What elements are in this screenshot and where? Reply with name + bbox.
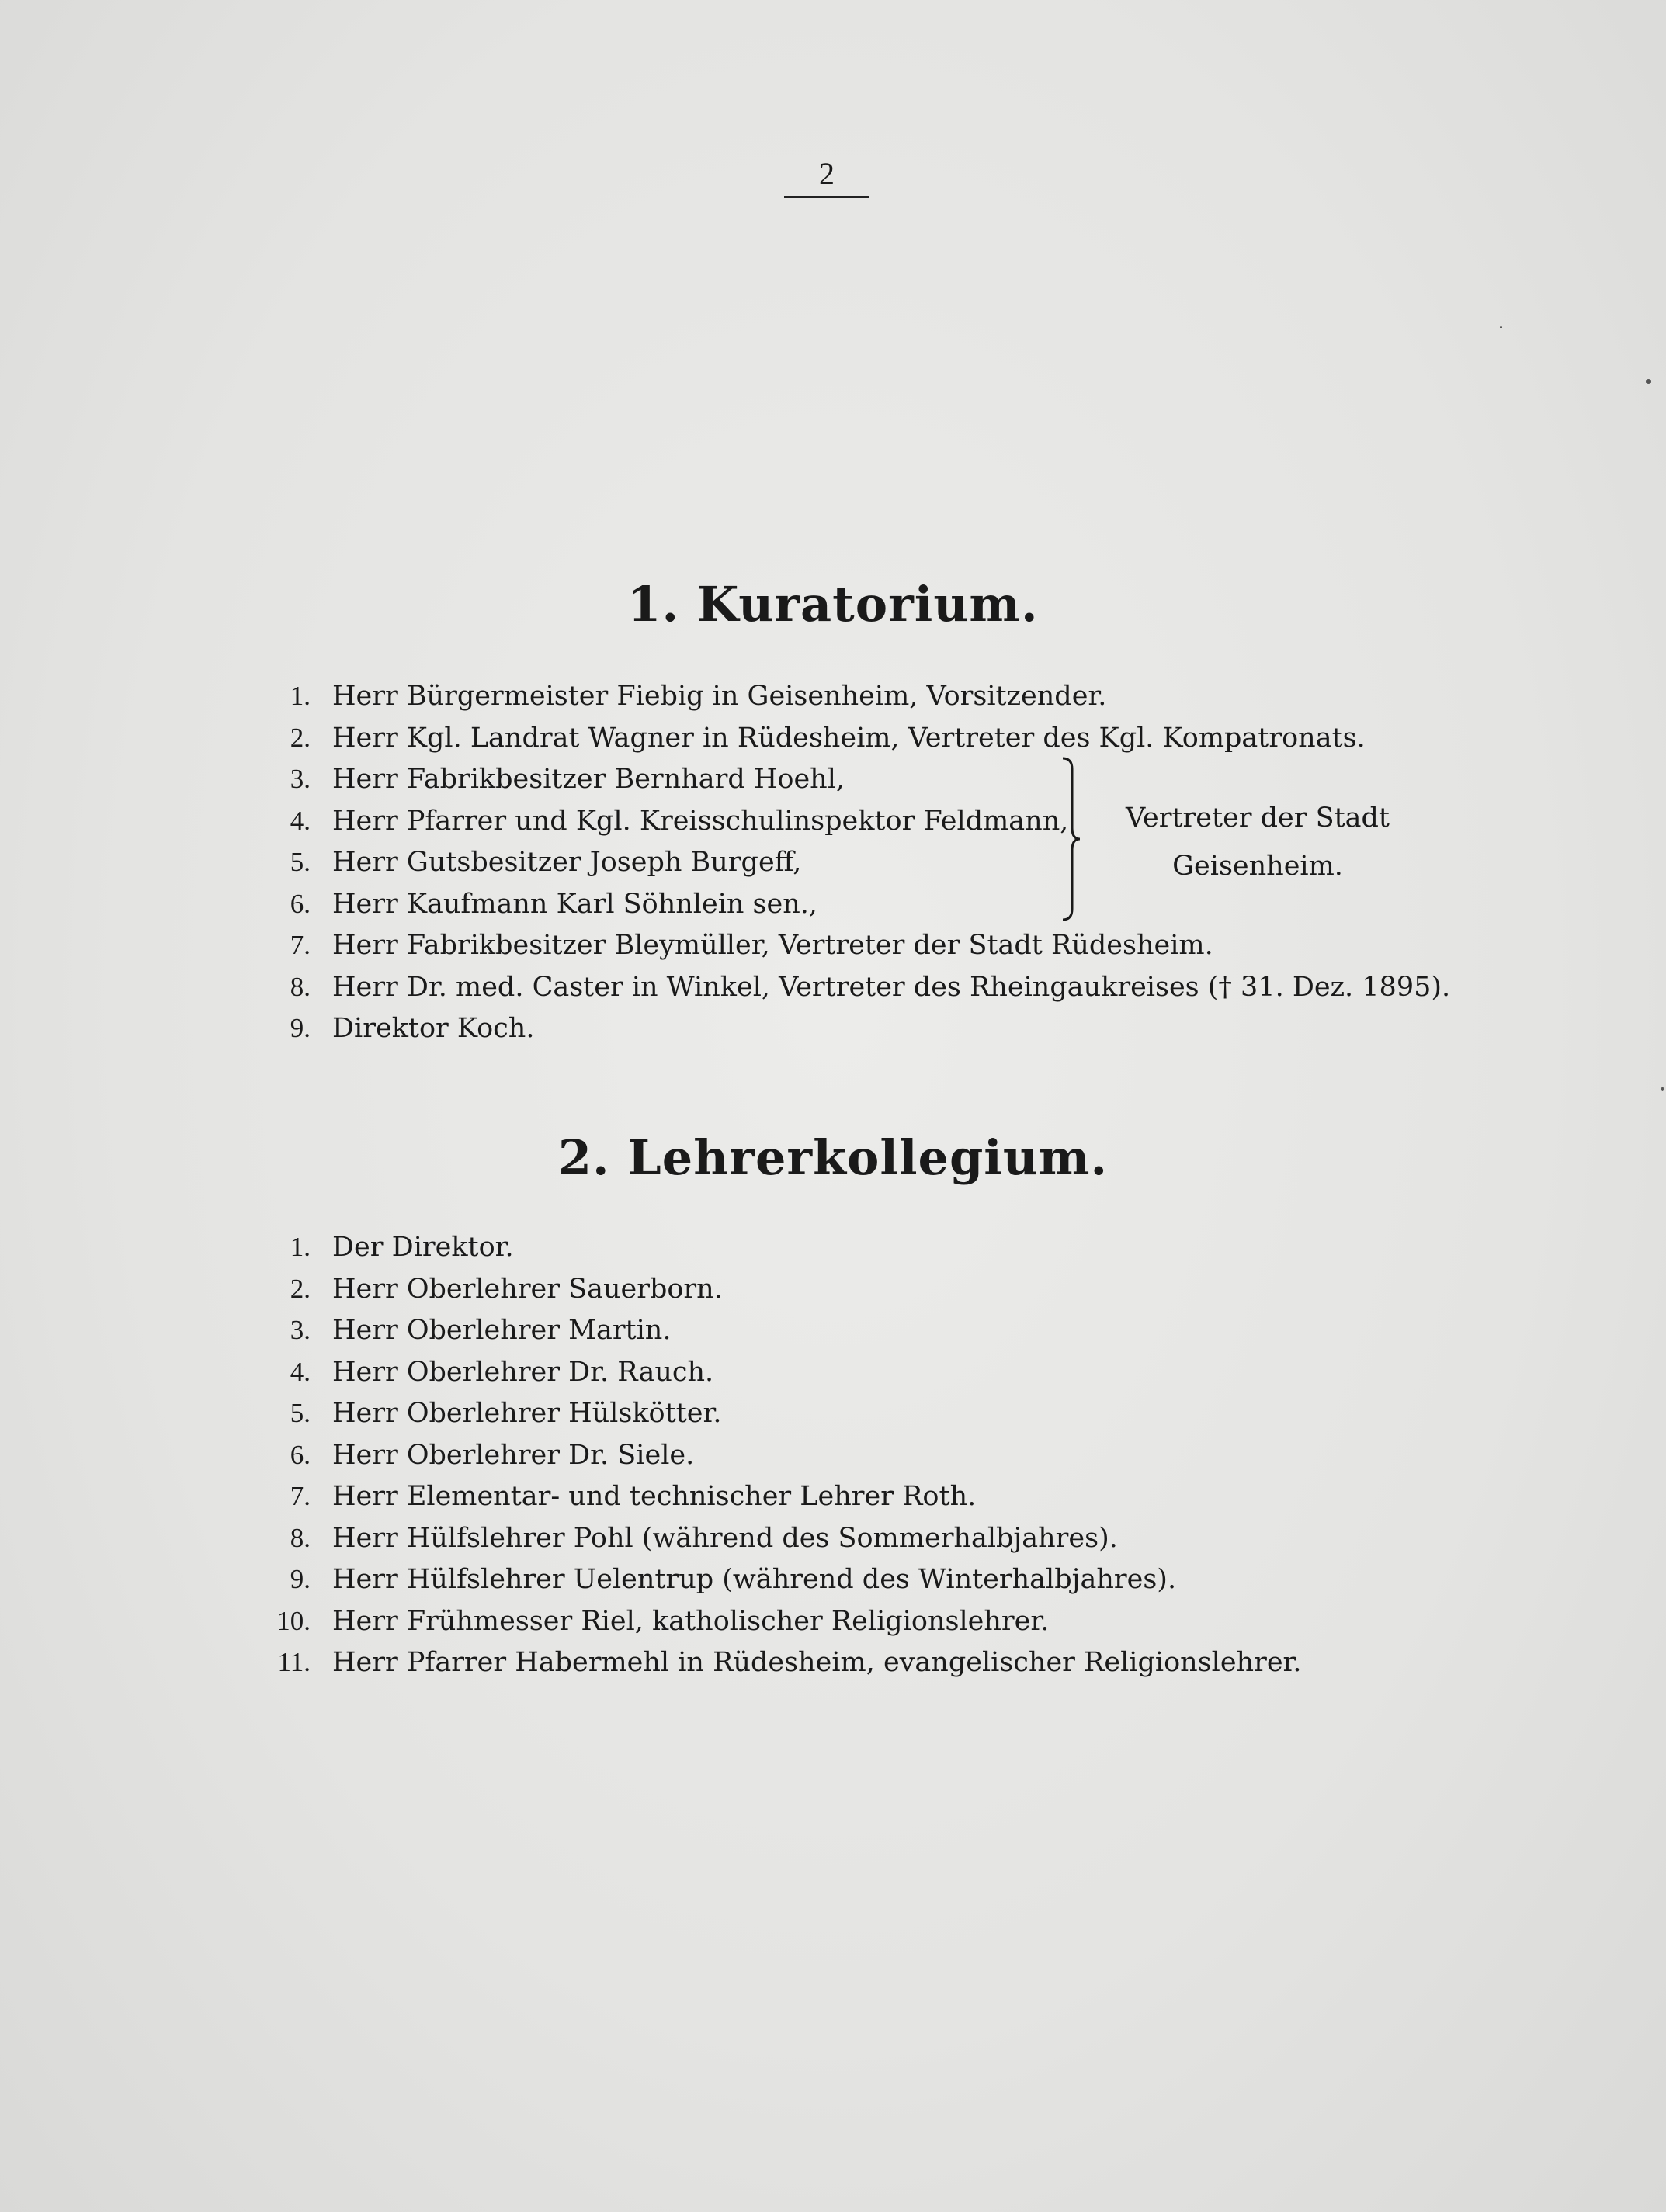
scan-speck (1661, 1087, 1664, 1091)
list-item (225, 675, 1450, 717)
item-number: 5. (290, 1398, 311, 1428)
item-number: 6. (290, 888, 311, 919)
item-text: Herr Pfarrer und Kgl. Kreisschulinspektor Feldmann, (332, 805, 1069, 837)
page-number: 2 (784, 155, 869, 198)
item-text: Herr Elementar- und technischer Lehrer Roth. (332, 1481, 977, 1512)
list-item (225, 1226, 1302, 1268)
item-text: Herr Fabrikbesitzer Bernhard Hoehl, (332, 764, 845, 795)
item-text: Herr Fabrikbesitzer Bleymüller, Vertreter der Stadt Rüdesheim. (332, 930, 1213, 961)
item-text: Herr Bürgermeister Fiebig in Geisenheim, Vorsitzender. (332, 681, 1107, 712)
item-number: 11. (277, 1647, 311, 1677)
item-number: 8. (290, 1522, 311, 1553)
item-text: Herr Gutsbesitzer Joseph Burgeff, (332, 847, 802, 878)
list-item (225, 1517, 1302, 1559)
item-number: 1. (290, 681, 311, 711)
list-item (225, 1558, 1302, 1600)
list-item (225, 1309, 1302, 1351)
item-text: Direktor Koch. (332, 1013, 535, 1044)
list-item (225, 1268, 1302, 1310)
list-item (225, 883, 1450, 925)
item-text: Herr Dr. med. Caster in Winkel, Vertreter des Rheingaukreises († 31. Dez. 1895). (332, 971, 1451, 1003)
list-item (225, 1475, 1302, 1517)
item-text: Herr Oberlehrer Dr. Siele. (332, 1439, 695, 1471)
curly-brace-icon (1060, 757, 1081, 921)
list-item (225, 1007, 1450, 1049)
item-number: 1. (290, 1232, 311, 1262)
brace-label-line2: Geisenheim. (1172, 851, 1343, 882)
scan-speck (1646, 379, 1651, 384)
list-item (225, 758, 1450, 800)
item-number: 7. (290, 930, 311, 960)
item-text: Herr Oberlehrer Hülskötter. (332, 1398, 722, 1429)
item-number: 3. (290, 764, 311, 794)
item-text: Herr Frühmesser Riel, katholischer Religionslehrer. (332, 1605, 1050, 1637)
list-item (225, 1600, 1302, 1642)
item-text: Herr Kaufmann Karl Söhnlein sen., (332, 888, 818, 920)
item-text: Herr Oberlehrer Martin. (332, 1315, 672, 1346)
item-text: Der Direktor. (332, 1232, 514, 1263)
item-text: Herr Oberlehrer Dr. Rauch. (332, 1356, 714, 1388)
lehrerkollegium-list (225, 1226, 1302, 1683)
item-text: Herr Pfarrer Habermehl in Rüdesheim, evangelischer Religionslehrer. (332, 1647, 1302, 1678)
item-number: 7. (290, 1481, 311, 1511)
section-title-kuratorium: 1. Kuratorium. (627, 576, 1039, 633)
item-number: 5. (290, 847, 311, 877)
item-number: 4. (290, 805, 311, 836)
item-text: Herr Kgl. Landrat Wagner in Rüdesheim, Vertreter des Kgl. Kompatronats. (332, 722, 1366, 754)
list-item (225, 1434, 1302, 1476)
scan-speck (1500, 326, 1502, 328)
brace-label-line1: Vertreter der Stadt (1125, 803, 1390, 834)
item-number: 3. (290, 1315, 311, 1345)
list-item (225, 966, 1450, 1008)
section-title-lehrerkollegium: 2. Lehrerkollegium. (557, 1129, 1109, 1186)
item-number: 4. (290, 1356, 311, 1387)
list-item (225, 924, 1450, 966)
item-text: Herr Hülfslehrer Pohl (während des Sommerhalbjahres). (332, 1522, 1118, 1554)
list-item (225, 1351, 1302, 1393)
item-number: 9. (290, 1013, 311, 1043)
item-number: 2. (290, 1273, 311, 1304)
list-item (225, 1392, 1302, 1434)
item-number: 6. (290, 1439, 311, 1470)
item-number: 8. (290, 971, 311, 1002)
list-item (225, 1642, 1302, 1683)
item-text: Herr Hülfslehrer Uelentrup (während des Winterhalbjahres). (332, 1564, 1177, 1595)
list-item (225, 717, 1450, 759)
item-number: 2. (290, 722, 311, 753)
item-number: 10. (276, 1605, 311, 1636)
item-text: Herr Oberlehrer Sauerborn. (332, 1273, 723, 1305)
item-number: 9. (290, 1564, 311, 1594)
